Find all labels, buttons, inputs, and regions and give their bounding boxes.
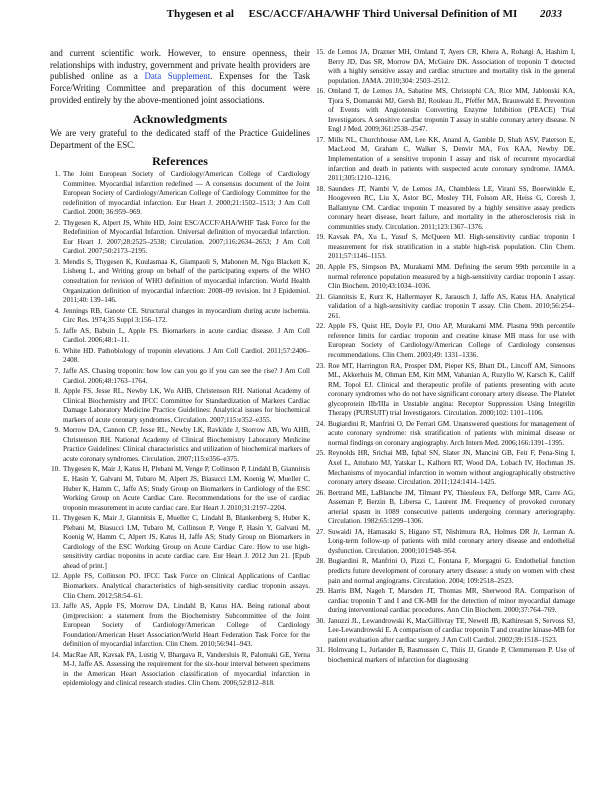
reference-number: 16. (316, 87, 325, 96)
reference-text: Mills NL, Churchhouse AM, Lee KK, Anand A, Gamble D, Shah ASV, Paterson E, MacLeod M, Graham C, Walker S, Denvir MA, Fox KAA, Newby DE. Implementation of a sensitive troponin I assay and risk of recurrent myocardial infarction and death in patients with suspected acute coronary syndrome. JAMA. 2011;305:1210–1216. (328, 135, 575, 183)
running-header (48, 8, 562, 26)
reference-number: 7. (54, 366, 60, 375)
reference-number: 4. (54, 306, 60, 315)
right-column (315, 48, 575, 666)
reference-number: 19. (316, 233, 325, 242)
reference-number: 13. (51, 602, 60, 611)
reference-item (50, 170, 310, 218)
reference-number: 27. (316, 527, 325, 536)
references-list-right (315, 48, 575, 665)
reference-text: Roe MT, Harrington RA, Prosper DM, Pieper KS, Bhatt DL, Lincoff AM, Simoons ML, Akkerhuis M, Ohman EM, Kitt MM, Vahanian A, Ruzyllo W, Karsch K, Califf RM, Topol EJ. Clinical and therapeutic profile of patients presenting with acute coronary syndromes who do not have significant coronary artery disease. The Platelet glycoprotein IIb/IIIa in Unstable angina: Receptor Suppression Using Integrilin Therapy (PURSUIT) trial Investigators. Circulation. 2000;102: 1101–1106. (328, 361, 575, 418)
reference-text: Harris BM, Nageh T, Marsden JT, Thomas MR, Sherwood RA. Comparison of cardiac troponin T and I and CK-MB for the detection of minor myocardial damage during interventional cardiac procedures. Ann Clin Biochem. 2000;37:764–769. (328, 587, 575, 615)
reference-text: Mendis S, Thygesen K, Kuulasmaa K, Giampaoli S, Mahonen M, Ngu Blackett K, Lisheng L, and Writing group on behalf of the participating experts of the WHO consultation for revision of WHO definition of myocardial infarction. World Health Organization definition of myocardial infarction: 2008–09 revision. Int J Epidemiol. 2011;40: 139–146. (63, 257, 310, 305)
reference-item (50, 347, 310, 366)
intro-text-end: . Expenses for the Task Force/Writing Committee and preparation of this document were provided entirely by the above-mentioned joint associations. (50, 71, 311, 105)
references-heading: References (152, 154, 208, 169)
reference-number: 5. (54, 326, 60, 335)
reference-text: Thygesen K, Mair J, Katus H, Plebani M, Venge P, Collinson P, Lindahl B, Giannitsis E, Hasin Y, Galvani M, Tubaro M, Alpert JS, Biasucci LM, Koenig W, Mueller C, Huber K, Hamm C, Jaffe AS; Study Group on Biomarkers in Cardiology of the ESC Working Group on Acute Cardiac Care. Recommendations for the use of cardiac troponin measurement in acute cardiac care. Eur Heart J. 2010;31:2197–2204. (63, 465, 310, 512)
reference-number: 31. (316, 646, 325, 655)
left-column (50, 48, 310, 690)
reference-item (50, 219, 310, 257)
reference-text: Jennings RB, Ganote CE. Structural changes in myocardium during acute ischemia. Circ Res. 1974;35 Suppl 3:156–172. (63, 306, 310, 325)
reference-text: White HD. Pathobiology of troponin elevations. J Am Coll Cardiol. 2011;57:2406–2408. (63, 346, 310, 365)
reference-text: Thygesen K, Alpert JS, White HD, Joint ESC/ACCF/AHA/WHF Task Force for the Redefinition of Myocardial Infarction. Universal definition of myocardial infarction. Eur Heart J. 2007;28:2525–2538; Circulation. 2007;116:2634–2653; J Am Coll Cardiol. 2007;50:2173–2195. (63, 218, 310, 256)
reference-item (50, 426, 310, 464)
reference-number: 12. (51, 572, 60, 581)
reference-text: de Lemos JA, Drazner MH, Omland T, Ayers CR, Khera A, Rohatgi A, Hashim I, Berry JD, Das SR, Morrow DA, McGuire DK. Association of troponin T detected with a highly sensitive assay and cardiac structure and mortality risk in the general population. JAMA. 2010;304: 2503–2512. (328, 48, 575, 85)
reference-number: 3. (54, 257, 60, 266)
reference-number: 6. (54, 346, 60, 355)
reference-text: Apple FS, Simpson PA, Murakami MM. Defining the serum 99th percentile in a normal reference population measured by a high-sensitivity cardiac troponin I assay. Clin Biochem. 2010;43:1034–1036. (328, 263, 575, 291)
reference-number: 1. (54, 170, 60, 179)
reference-number: 11. (51, 514, 60, 523)
reference-number: 15. (316, 48, 325, 56)
reference-text: Bugiardini R, Manfrini O, De Ferrari GM. Unanswered questions for management of acute coronary syndrome: risk stratification of patients with minimal disease or normal findings on coronary angiography. Arch Intern Med. 2006;166:1391–1395. (328, 419, 575, 447)
reference-item (50, 367, 310, 386)
reference-item (315, 293, 575, 322)
reference-text: Jaffe AS, Babuin L, Apple FS. Biomarkers in acute cardiac disease. J Am Coll Cardiol. 2006;48:1–11. (63, 326, 310, 345)
reference-item (50, 387, 310, 425)
reference-number: 28. (316, 557, 325, 566)
reference-text: Kavsak PA, Xu L, Yusuf S, McQueen MJ. High-sensitivity cardiac troponin I measurement for risk stratification in a stable high-risk population. Clin Chem. 2011;57:1146–1153. (328, 233, 575, 261)
reference-item (315, 646, 575, 665)
intro-text: and current scientific work. However, to ensure openness, their relationships with industry, government and private health providers are published online as a (50, 48, 310, 82)
reference-item (315, 528, 575, 557)
acknowledgments-heading: Acknowledgments (132, 111, 227, 126)
reference-item (50, 327, 310, 346)
reference-number: 17. (316, 135, 325, 144)
reference-number: 25. (316, 449, 325, 458)
reference-number: 23. (316, 361, 325, 370)
intro-paragraph (50, 48, 310, 107)
header-short-title: ESC/ACCF/AHA/WHF Third Universal Definition of MI (248, 8, 518, 20)
reference-text: Omland T, de Lemos JA, Sabatine MS, Christophi CA, Rice MM, Jablonski KA, Tjora S, Domanski MJ, Gersh BJ, Rouleau JL, Pfeffer MA, Braunwald E. Prevention of Events with Angiotensin Converting Enzyme Inhibition (PEACE) Trial Investigators. A sensitive cardiac troponin T assay in stable coronary artery disease. N Engl J Med. 2009;361:2538–2547. (328, 87, 575, 134)
reference-text: Apple FS, Quist HE, Doyle PJ, Otto AP, Murakami MM. Plasma 99th percentile reference limits for cardiac troponin and creatine kinase MB mass for use with European Society of Cardiology/American College of Cardiology consensus recommendations. Clin Chem. 2003;49: 1331–1336. (328, 322, 575, 359)
acknowledgments-text: We are very grateful to the dedicated staff of the Practice Guidelines Department of the ESC. (50, 128, 310, 150)
header-authors: Thygesen et al (166, 8, 234, 20)
reference-text: Giannitsis E, Kurz K, Hallermayer K, Jarausch J, Jaffe AS, Katus HA. Analytical validation of a high-sensitivity cardiac troponin T assay. Clin Chem. 2010;56:254–261. (328, 292, 575, 320)
reference-text: The Joint European Society of Cardiology/American College of Cardiology Committee. Myocardial infarction redefined — A consensus document of the Joint European Society of Cardiology/American College of Cardiology Committee for the redefinition of myocardial infarction. Eur Heart J. 2000;21:1502–1513; J Am Coll Cardiol. 2000; 36:959–969. (63, 170, 310, 217)
reference-item (315, 87, 575, 135)
reference-number: 9. (54, 426, 60, 435)
reference-text: MacRae AR, Kavsak PA, Lustig V, Bhargava R, Vandersluis R, Palomaki GE, Yerna M-J, Jaffe AS. Assessing the requirement for the six-hour interval between specimens in the American Heart Association classification of myocardial infarction in epidemiology and clinical research studies. Clin Chem. 2006;52:812–818. (63, 650, 310, 688)
reference-item (315, 263, 575, 292)
reference-number: 22. (316, 322, 325, 331)
reference-text: Bertrand ME, LaBlanche JM, Tilmant PY, Thieuleux FA, Delforge MR, Carre AG, Asseman P, Berzin B, Libersa C, Laurent JM. Frequency of provoked coronary arterial spasm in 1089 consecutive patients undergoing coronary arteriography. Circulation. 1982;65:1299–1306. (328, 488, 575, 526)
reference-text: Reynolds HR, Srichai MB, Iqbal SN, Slater JN, Mancini GB, Feit F, Pena-Sing I, Axel L, Attubato MJ, Yatskar L, Kalhorn RT, Wood DA, Lobach IV, Hochman JS. Mechanisms of myocardial infarction in women without angiographically obstructive coronary artery disease. Circulation. 2011;124:1414–1425. (328, 449, 575, 487)
reference-item (50, 258, 310, 306)
reference-text: Saunders JT, Nambi V, de Lemos JA, Chambless LE, Virani SS, Boerwinkle E, Hoogeveen RC, Liu X, Astor BC, Mosley TH, Folsom AR, Heiss G, Coresh J, Ballantyne CM. Cardiac troponin T measured by a highly sensitive assay predicts coronary heart disease, heart failure, and mortality in the atherosclerosis risk in communities study. Circulation. 2011;123:1367–1376. (328, 184, 575, 231)
reference-text: Januzzi JL, Lewandrowski K, MacGillivray TE, Newell JB, Kathiresan S, Servoss SJ, Lee-Lewandrowski E. A comparison of cardiac troponin T and creatine kinase-MB for patient evaluation after cardiac surgery. J Am Coll Cardiol. 2002;39:1518–1523. (328, 616, 575, 644)
reference-number: 14. (51, 650, 60, 659)
reference-number: 24. (316, 419, 325, 428)
reference-item (50, 307, 310, 326)
reference-text: Apple FS, Collinson PO. IFCC Task Force on Clinical Applications of Cardiac Biomarkers. Analytical characteristics of high-sensitivity cardiac troponin assays. Clin Chem. 2012;58:54–61. (63, 572, 310, 600)
reference-item (315, 233, 575, 262)
reference-number: 21. (316, 292, 325, 301)
reference-item (50, 651, 310, 689)
reference-item (315, 449, 575, 487)
reference-item (315, 557, 575, 586)
reference-item (50, 602, 310, 650)
reference-item (50, 465, 310, 513)
reference-item (315, 48, 575, 86)
references-list-left (50, 170, 310, 689)
reference-item (315, 185, 575, 233)
reference-text: Bugiardini R, Manfrini O, Pizzi C, Fontana F, Morgagni G. Endothelial function predicts future development of coronary artery disease: a study on women with chest pain and normal angiograms. Circulation. 2004; 109:2518–2523. (328, 557, 575, 585)
page-number: 2033 (540, 8, 562, 20)
reference-text: Thygesen K, Mair J, Giannitsis E, Mueller C, Lindahl B, Blankenberg S, Huber K, Plebani M, Biasucci LM, Tubaro M, Collinson P, Venge P, Hasin Y, Galvani M, Koenig W, Hamm C, Alpert JS, Katus H, Jaffe AS; Study Group on Biomarkers in Cardiology of the ESC Working Group on Acute Cardiac Care. How to use high-sensitivity cardiac troponins in acute cardiac care. Eur Heart J. 2012 Jun 21. [Epub ahead of print.] (63, 514, 310, 570)
reference-number: 2. (54, 218, 60, 227)
reference-number: 10. (51, 465, 60, 474)
reference-number: 26. (316, 488, 325, 497)
reference-number: 20. (316, 263, 325, 272)
reference-text: Suwaidi JA, Hamasaki S, Higano ST, Nishimura RA, Holmes DR Jr, Lerman A. Long-term follow-up of patients with mild coronary artery disease and endothelial dysfunction. Circulation. 2000;101:948–954. (328, 527, 575, 555)
reference-item (50, 514, 310, 571)
reference-text: Morrow DA, Cannon CP, Jesse RL, Newby LK, Ravkilde J, Storrow AB, Wu AHB, Christenson RH. National Academy of Clinical Biochemistry Laboratory Medicine Practice Guidelines: Clinical characteristics and utilization of biochemical markers of acute coronary syndromes. Circulation. 2007;115:e356–e375. (63, 426, 310, 463)
reference-text: Holmvang L, Jurlander B, Rasmussen C, Thiis JJ, Grande P, Clemmensen P. Use of biochemical markers of infarction for diagnosing (328, 646, 575, 664)
reference-text: Jaffe AS. Chasing troponin: how low can you go if you can see the rise? J Am Coll Cardiol. 2006;48:1763–1764. (63, 366, 310, 385)
reference-item (315, 362, 575, 419)
reference-item (315, 587, 575, 616)
data-supplement-link[interactable]: Data Supplement (144, 71, 211, 82)
reference-number: 18. (316, 184, 325, 193)
reference-item (315, 420, 575, 449)
reference-item (315, 489, 575, 527)
reference-item (315, 617, 575, 646)
reference-item (315, 136, 575, 184)
reference-number: 29. (316, 587, 325, 596)
reference-number: 8. (54, 387, 60, 396)
reference-text: Jaffe AS, Apple FS, Morrow DA, Lindahl B, Katus HA. Being rational about (im)precision: a statement from the Biochemistry Subcommittee of the Joint European Society of Cardiology/American College of Cardiology Foundation/American Heart Association/World Heart Federation Task Force for the definition of myocardial infarction. Clin Chem. 2010;56:941–943. (63, 602, 310, 649)
reference-item (315, 322, 575, 360)
reference-number: 30. (316, 616, 325, 625)
reference-text: Apple FS, Jesse RL, Newby LK, Wu AHB, Christenson RH. National Academy of Clinical Biochemistry and IFCC Committee for Standardization of Markers Cardiac Damage Laboratory Medicine Practice Guidelines: Analytical issues for biochemical markers of acute coronary syndromes. Circulation. 2007;115:e352–e355. (63, 387, 310, 424)
reference-item (50, 572, 310, 601)
